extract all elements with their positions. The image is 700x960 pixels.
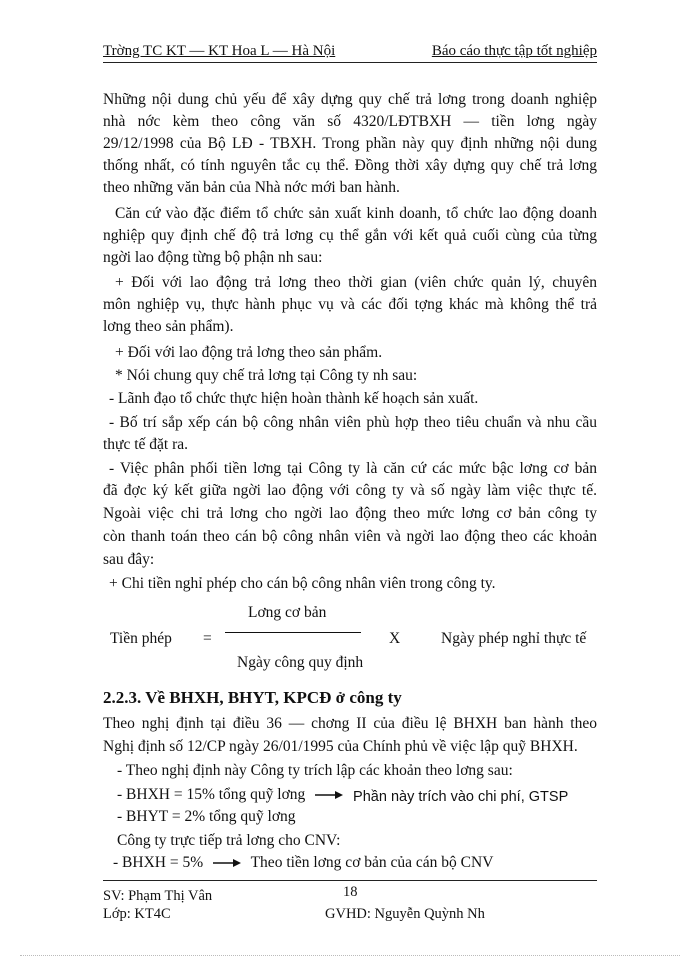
body-line: lơng theo sản phẩm). [103,318,234,335]
header-report-title: Báo cáo thực tập tốt nghiệp [431,43,597,59]
bhxh-15-row [117,784,597,806]
formula-denominator: Ngày công quy định [237,654,364,671]
right-arrow-icon [315,790,343,800]
formula-label: Tiền phép [110,630,172,647]
body-line: - Việc phân phối tiền lơng tại Công ty là căn cứ các mức bậc lơng cơ bản [109,460,597,477]
body-line: đã đợc ký kết giữa ngời lao động với công ty và số ngày làm việc thực tế. [103,482,597,499]
formula-rhs: Ngày phép nghỉ thực tế [441,630,587,647]
body-line: Căn cứ vào đặc điểm tổ chức sản xuất kinh doanh, tổ chức lao động doanh [115,205,597,222]
body-line: thực tế đặt ra. [103,436,189,453]
body-line: nhà nớc kèm theo công văn số 4320/LĐTBXH — tiền lơng ngày [103,113,597,130]
body-line: + Đối với lao động trả lơng theo thời gian (viên chức quản lý, chuyên [115,274,597,291]
body-line: - Lãnh đạo tổ chức thực hiện hoàn thành kế hoạch sản xuất. [109,390,479,407]
body-line: nghiệp quy định chế độ trả lơng cụ thể gắn với kết quả cuối cùng của từng [103,227,597,244]
body-line: Những nội dung chủ yếu để xây dựng quy chế trả lơng trong doanh nghiệp [103,91,597,108]
formula-numerator: Lơng cơ bản [248,604,327,621]
footer-rule [103,880,597,881]
footer-student: SV: Phạm Thị Vân [103,888,213,904]
bhxh-15-note: Phần này trích vào chi phí, GTSP [353,789,569,805]
body-line: + Đối với lao động trả lơng theo sản phẩm. [115,344,383,361]
body-line: môn nghiệp vụ, thực hành phục vụ và các đối tợng khác mà không thể trả [103,296,597,313]
section-line: Công ty trực tiếp trả lơng cho CNV: [117,832,341,849]
bhxh-15-text: - BHXH = 15% tổng quỹ lơng [117,786,306,803]
body-line: còn thanh toán theo cán bộ công nhân viên và ngời lao động theo các khoản [103,528,597,545]
body-line: thống nhất, có tính nguyên tắc cụ thể. Đồng thời xây dựng quy chế trả lơng [103,157,597,174]
page-number: 18 [343,884,358,900]
formula-times: X [389,630,401,647]
body-line: - Bố trí sắp xếp cán bộ công nhân viên phù hợp theo tiêu chuẩn và nhu cầu [109,414,597,431]
footer-class: Lớp: KT4C [103,906,171,922]
bhxh-5-note: Theo tiền lơng cơ bản của cán bộ CNV [250,854,494,871]
body-line: theo những văn bản của Nhà nớc mới ban hành. [103,179,400,196]
body-line: ngời lao động từng bộ phận nh sau: [103,249,323,266]
body-line: Ngoài việc chi trả lơng cho ngời lao động theo mức lơng cơ bản công ty [103,505,597,522]
section-line: Theo nghị định tại điều 36 — chơng II của điều lệ BHXH ban hành theo [103,715,597,732]
header-school: Trờng TC KT — KT Hoa L — Hà Nội [103,43,336,59]
bhxh-5-text: - BHXH = 5% [113,854,204,871]
body-line: 29/12/1998 của Bộ LĐ - TBXH. Trong phần này quy định những nội dung [103,135,597,152]
section-line: - BHYT = 2% tổng quỹ lơng [117,808,296,825]
body-line: sau đây: [103,551,155,568]
page-header [103,40,597,63]
footer-supervisor: GVHD: Nguyễn Quỳnh Nh [325,906,485,922]
section-line: - Theo nghị định này Công ty trích lập các khoản theo lơng sau: [117,762,513,779]
body-line: + Chi tiền nghỉ phép cho cán bộ công nhân viên trong công ty. [109,575,496,592]
page-bottom-dotted-rule [20,955,680,956]
fraction-bar [225,632,361,633]
leave-pay-formula [103,600,597,680]
formula-equals: = [203,630,212,647]
right-arrow-icon [213,858,241,868]
bhxh-5-row [113,852,597,874]
section-heading: 2.2.3. Về BHXH, BHYT, KPCĐ ở công ty [103,688,402,707]
body-line: * Nói chung quy chế trả lơng tại Công ty nh sau: [115,367,418,384]
section-line: Nghị định số 12/CP ngày 26/01/1995 của Chính phủ về việc lập quỹ BHXH. [103,738,578,755]
